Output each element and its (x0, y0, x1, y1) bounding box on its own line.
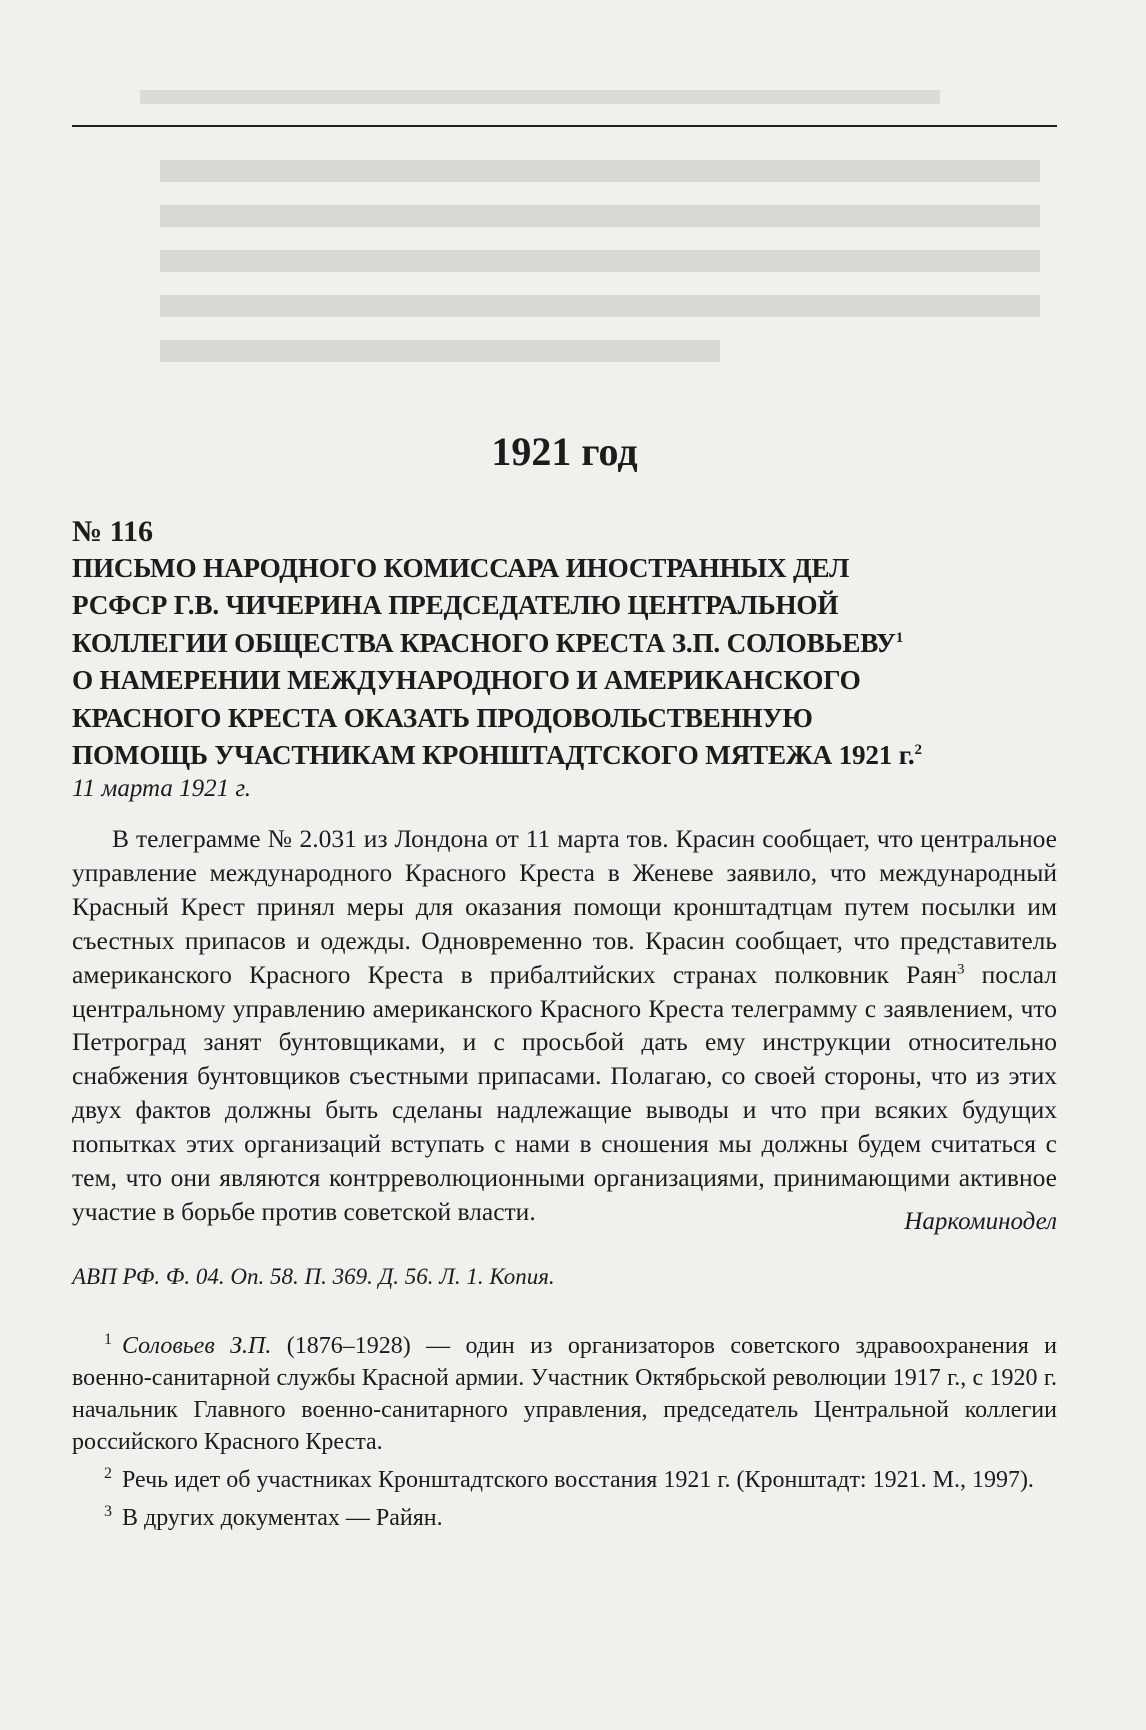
footnote-number: 2 (104, 1465, 112, 1482)
bleed-line (160, 205, 1040, 227)
footnote-person: Соловьев З.П. (122, 1333, 272, 1359)
footnote-number: 3 (104, 1503, 112, 1520)
document-title (72, 550, 1057, 774)
footnote-ref[interactable]: 1 (895, 629, 904, 646)
title-line: РСФСР Г.В. ЧИЧЕРИНА ПРЕДСЕДАТЕЛЮ ЦЕНТРАЛЬНОЙ (72, 590, 839, 621)
signature: Наркоминодел (904, 1208, 1057, 1235)
archive-reference: АВП РФ. Ф. 04. Оп. 58. П. 369. Д. 56. Л. 1. Копия. (72, 1264, 555, 1289)
bleed-line (160, 160, 1040, 182)
title-line: ПОМОЩЬ УЧАСТНИКАМ КРОНШТАДТСКОГО МЯТЕЖА 1921 г.$^2$ (72, 740, 922, 771)
body-text-part: послал центральному управлению американского Красного Креста телеграмму с заявлением, что Петроград занят бунтовщиками, и с просьбой дать ему инструкции относительно снабжения бунтовщиков съестными припасами. Полагаю, со своей стороны, что из этих двух фактов должны быть сделаны надлежащие выводы и что при всяких будущих попытках этих организаций вступать с нами в сношения мы должны будем считаться с тем, что они являются контрреволюционными организациями, принимающими активное участие в борьбе против советской власти. (72, 959, 1057, 1226)
bleed-line (160, 340, 720, 362)
title-line: ПИСЬМО НАРОДНОГО КОМИССАРА ИНОСТРАННЫХ ДЕЛ (72, 553, 850, 583)
footnote (72, 1464, 1057, 1496)
title-line: О НАМЕРЕНИИ МЕЖДУНАРОДНОГО И АМЕРИКАНСКОГО (72, 665, 861, 696)
title-line: КОЛЛЕГИИ ОБЩЕСТВА КРАСНОГО КРЕСТА З.П. СОЛОВЬЕВУ$^1$ (72, 627, 904, 658)
section-year-heading: 1921 год (491, 429, 638, 474)
footnote (72, 1330, 1057, 1458)
footnotes (72, 1330, 1057, 1540)
document-date: 11 марта 1921 г. (72, 775, 252, 802)
bleed-line (160, 295, 1040, 317)
bleed-line (160, 250, 1040, 272)
document-number: № 116 (72, 515, 153, 548)
footnote (72, 1502, 1057, 1534)
footnote-text: Речь идет об участниках Кронштадтского восстания 1921 г. (Кронштадт: 1921. М., 1997). (122, 1467, 1034, 1493)
title-line: КРАСНОГО КРЕСТА ОКАЗАТЬ ПРОДОВОЛЬСТВЕННУЮ (72, 702, 813, 733)
body-text-part: В телеграмме № 2.031 из Лондона от 11 марта тов. Красин сообщает, что центральное управление международного Красного Креста в Женеве заявило, что международный Красный Крест принял меры для оказания помощи кронштадтцам путем посылки им съестных припасов и одежды. Одновременно тов. Красин сообщает, что представитель американского Красного Креста в прибалтийских странах полковник Раян (72, 824, 1057, 989)
bleed-line (140, 90, 940, 104)
header-rule (72, 125, 1057, 127)
footnote-ref[interactable]: 3 (956, 961, 965, 978)
document-body (72, 822, 1057, 1229)
footnote-text: (1876–1928) — один из организаторов советского здравоохранения и военно-санитарной службы Красной армии. Участник Октябрьской революции 1917 г., с 1920 г. начальник Главного военно-санитарного управления, председатель Центральной коллегии российского Красного Креста. (72, 1333, 1058, 1455)
footnote-text: В других документах — Райян. (122, 1505, 443, 1531)
footnote-number: 1 (104, 1331, 112, 1348)
footnote-ref[interactable]: 2 (914, 741, 922, 758)
